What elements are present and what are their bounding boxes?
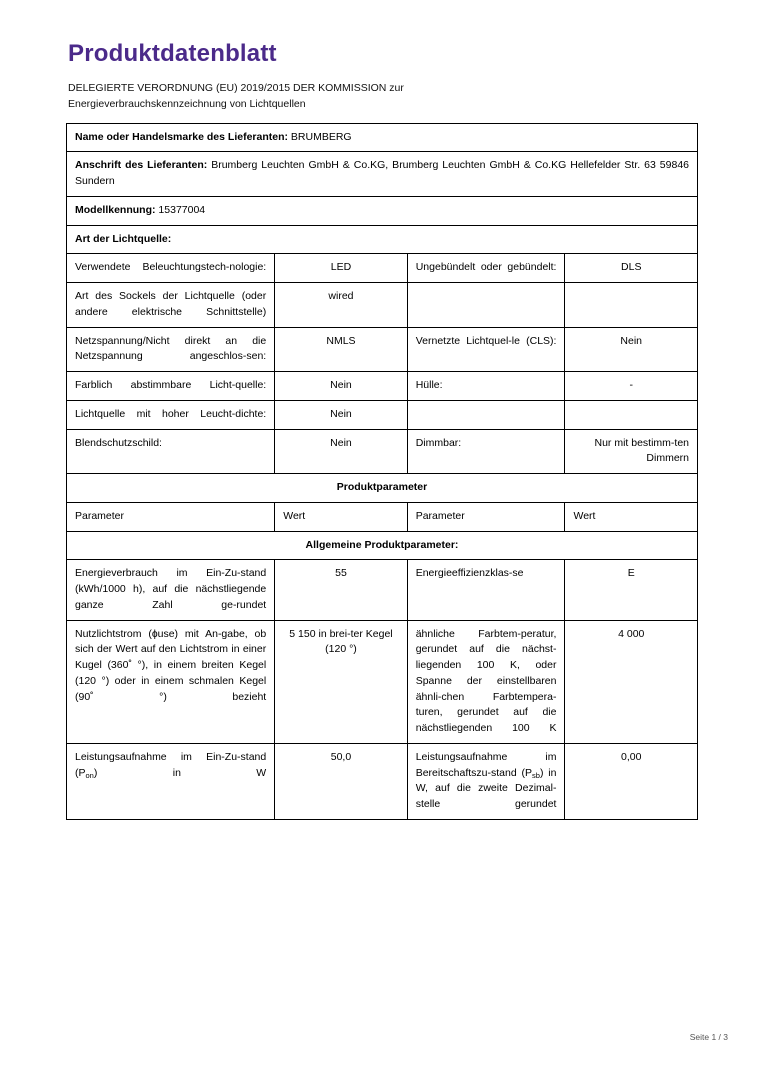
power-standby-subscript: sb <box>532 770 540 780</box>
cell-value-power-standby: 0,00 <box>565 743 698 819</box>
subtitle-line-1: DELEGIERTE VERORDNUNG (EU) 2019/2015 DER KOMMISSION zur <box>68 82 404 94</box>
power-on-label-post: ) in W <box>93 766 267 779</box>
light-source-type-cell <box>67 225 698 254</box>
cell-value-color-temperature: 4 000 <box>565 620 698 743</box>
cell-label-power-on-mode <box>67 743 275 819</box>
cell-value-power-on-mode: 50,0 <box>275 743 408 819</box>
table-row <box>67 283 698 328</box>
page-footer: Seite 1 / 3 <box>689 1032 728 1042</box>
address-value: Brumberg Leuchten GmbH & Co.KG, Brumberg Leuchten GmbH & Co.KG Hellefelder Str. 63 59846 Sundern <box>75 159 689 188</box>
table-row <box>67 327 698 372</box>
cell-value-bundled: DLS <box>565 254 698 283</box>
power-on-subscript: on <box>85 770 94 780</box>
column-header-parameter-2: Parameter <box>407 502 565 531</box>
column-header-value-2: Wert <box>565 502 698 531</box>
cell-value-empty-2 <box>565 400 698 429</box>
supplier-brand-cell <box>67 123 698 152</box>
cell-value-dimmable: Nur mit bestimm-ten Dimmern <box>565 429 698 474</box>
cell-value-antiglare: Nein <box>275 429 408 474</box>
table-row-supplier-brand <box>67 123 698 152</box>
power-on-label-pre: Leistungsaufnahme im Ein-Zu-stand (P <box>75 750 267 779</box>
product-parameters-title: Produktparameter <box>67 474 698 503</box>
cell-value-energy-class: E <box>565 560 698 620</box>
address-cell <box>67 152 698 197</box>
column-header-value-1: Wert <box>275 502 408 531</box>
cell-label-tunable: Farblich abstimmbare Licht-quelle: <box>67 372 275 401</box>
table-row-model <box>67 196 698 225</box>
table-row-product-parameters-title <box>67 474 698 503</box>
column-header-parameter-1: Parameter <box>67 502 275 531</box>
page-title: Produktdatenblatt <box>68 40 277 67</box>
model-cell <box>67 196 698 225</box>
cell-value-energy-consumption: 55 <box>275 560 408 620</box>
cell-label-antiglare: Blendschutzschild: <box>67 429 275 474</box>
cell-value-tunable: Nein <box>275 372 408 401</box>
cell-label-technology: Verwendete Beleuchtungstech-nologie: <box>67 254 275 283</box>
cell-label-high-luminance: Lichtquelle mit hoher Leucht-dichte: <box>67 400 275 429</box>
model-label: Modellkennung: <box>75 203 156 216</box>
table-row-general-parameters-title <box>67 531 698 560</box>
cell-label-socket: Art des Sockels der Lichtquelle (oder andere elektrische Schnittstelle) <box>67 283 275 328</box>
document-content <box>66 40 698 820</box>
general-parameters-title: Allgemeine Produktparameter: <box>67 531 698 560</box>
light-source-type-label: Art der Lichtquelle: <box>75 232 172 245</box>
power-standby-label-post: ) in W, auf die zweite Dezimal-stelle gerundet <box>415 766 557 811</box>
cell-value-envelope: - <box>565 372 698 401</box>
table-row <box>67 254 698 283</box>
power-standby-label-pre: Leistungsaufnahme im Bereitschaftszu-stand (P <box>415 750 557 779</box>
cell-value-empty-1 <box>565 283 698 328</box>
cell-value-technology: LED <box>275 254 408 283</box>
table-row <box>67 429 698 474</box>
cell-label-energy-class: Energieeffizienzklas-se <box>407 560 565 620</box>
table-row-address <box>67 152 698 197</box>
cell-value-socket: wired <box>275 283 408 328</box>
cell-label-empty-1 <box>407 283 565 328</box>
cell-label-bundled: Ungebündelt oder gebündelt: <box>407 254 565 283</box>
cell-label-useful-luminous-flux: Nutzlichtstrom (ɸuse) mit An-gabe, ob sich der Wert auf den Lichtstrom in einer Kugel (360˚ °), in einem breiten Kegel (120 °) oder in einem schmalen Kegel (90˚ °) bezieht <box>67 620 275 743</box>
model-value: 15377004 <box>158 203 206 216</box>
cell-label-power-standby <box>407 743 565 819</box>
cell-value-useful-luminous-flux: 5 150 in brei-ter Kegel (120 °) <box>275 620 408 743</box>
cell-value-mains: NMLS <box>275 327 408 372</box>
product-datasheet-table <box>66 123 698 820</box>
supplier-brand-value: BRUMBERG <box>290 130 352 143</box>
table-row <box>67 372 698 401</box>
cell-label-energy-consumption: Energieverbrauch im Ein-Zu-stand (kWh/1000 h), auf die nächstliegende ganze Zahl ge-rundet <box>67 560 275 620</box>
table-row-column-headers <box>67 502 698 531</box>
cell-value-cls: Nein <box>565 327 698 372</box>
table-row <box>67 400 698 429</box>
supplier-brand-label: Name oder Handelsmarke des Lieferanten: <box>75 130 288 143</box>
table-row-light-source-type <box>67 225 698 254</box>
cell-value-high-luminance: Nein <box>275 400 408 429</box>
table-row <box>67 620 698 743</box>
cell-label-envelope: Hülle: <box>407 372 565 401</box>
address-label: Anschrift des Lieferanten: <box>75 159 208 172</box>
cell-label-color-temperature: ähnliche Farbtem-peratur, gerundet auf die nächst-liegenden 100 K, oder Spanne der einstellbaren ähnli-chen Farbtempera-turen, gerundet auf die nächstliegenden 100 K <box>407 620 565 743</box>
table-row <box>67 560 698 620</box>
cell-label-cls: Vernetzte Lichtquel-le (CLS): <box>407 327 565 372</box>
subtitle-line-2: Energieverbrauchskennzeichnung von Lichtquellen <box>68 98 306 111</box>
document-subtitle <box>68 80 698 113</box>
cell-label-dimmable: Dimmbar: <box>407 429 565 474</box>
table-row <box>67 743 698 819</box>
cell-label-empty-2 <box>407 400 565 429</box>
cell-label-mains: Netzspannung/Nicht direkt an die Netzspannung angeschlos-sen: <box>67 327 275 372</box>
